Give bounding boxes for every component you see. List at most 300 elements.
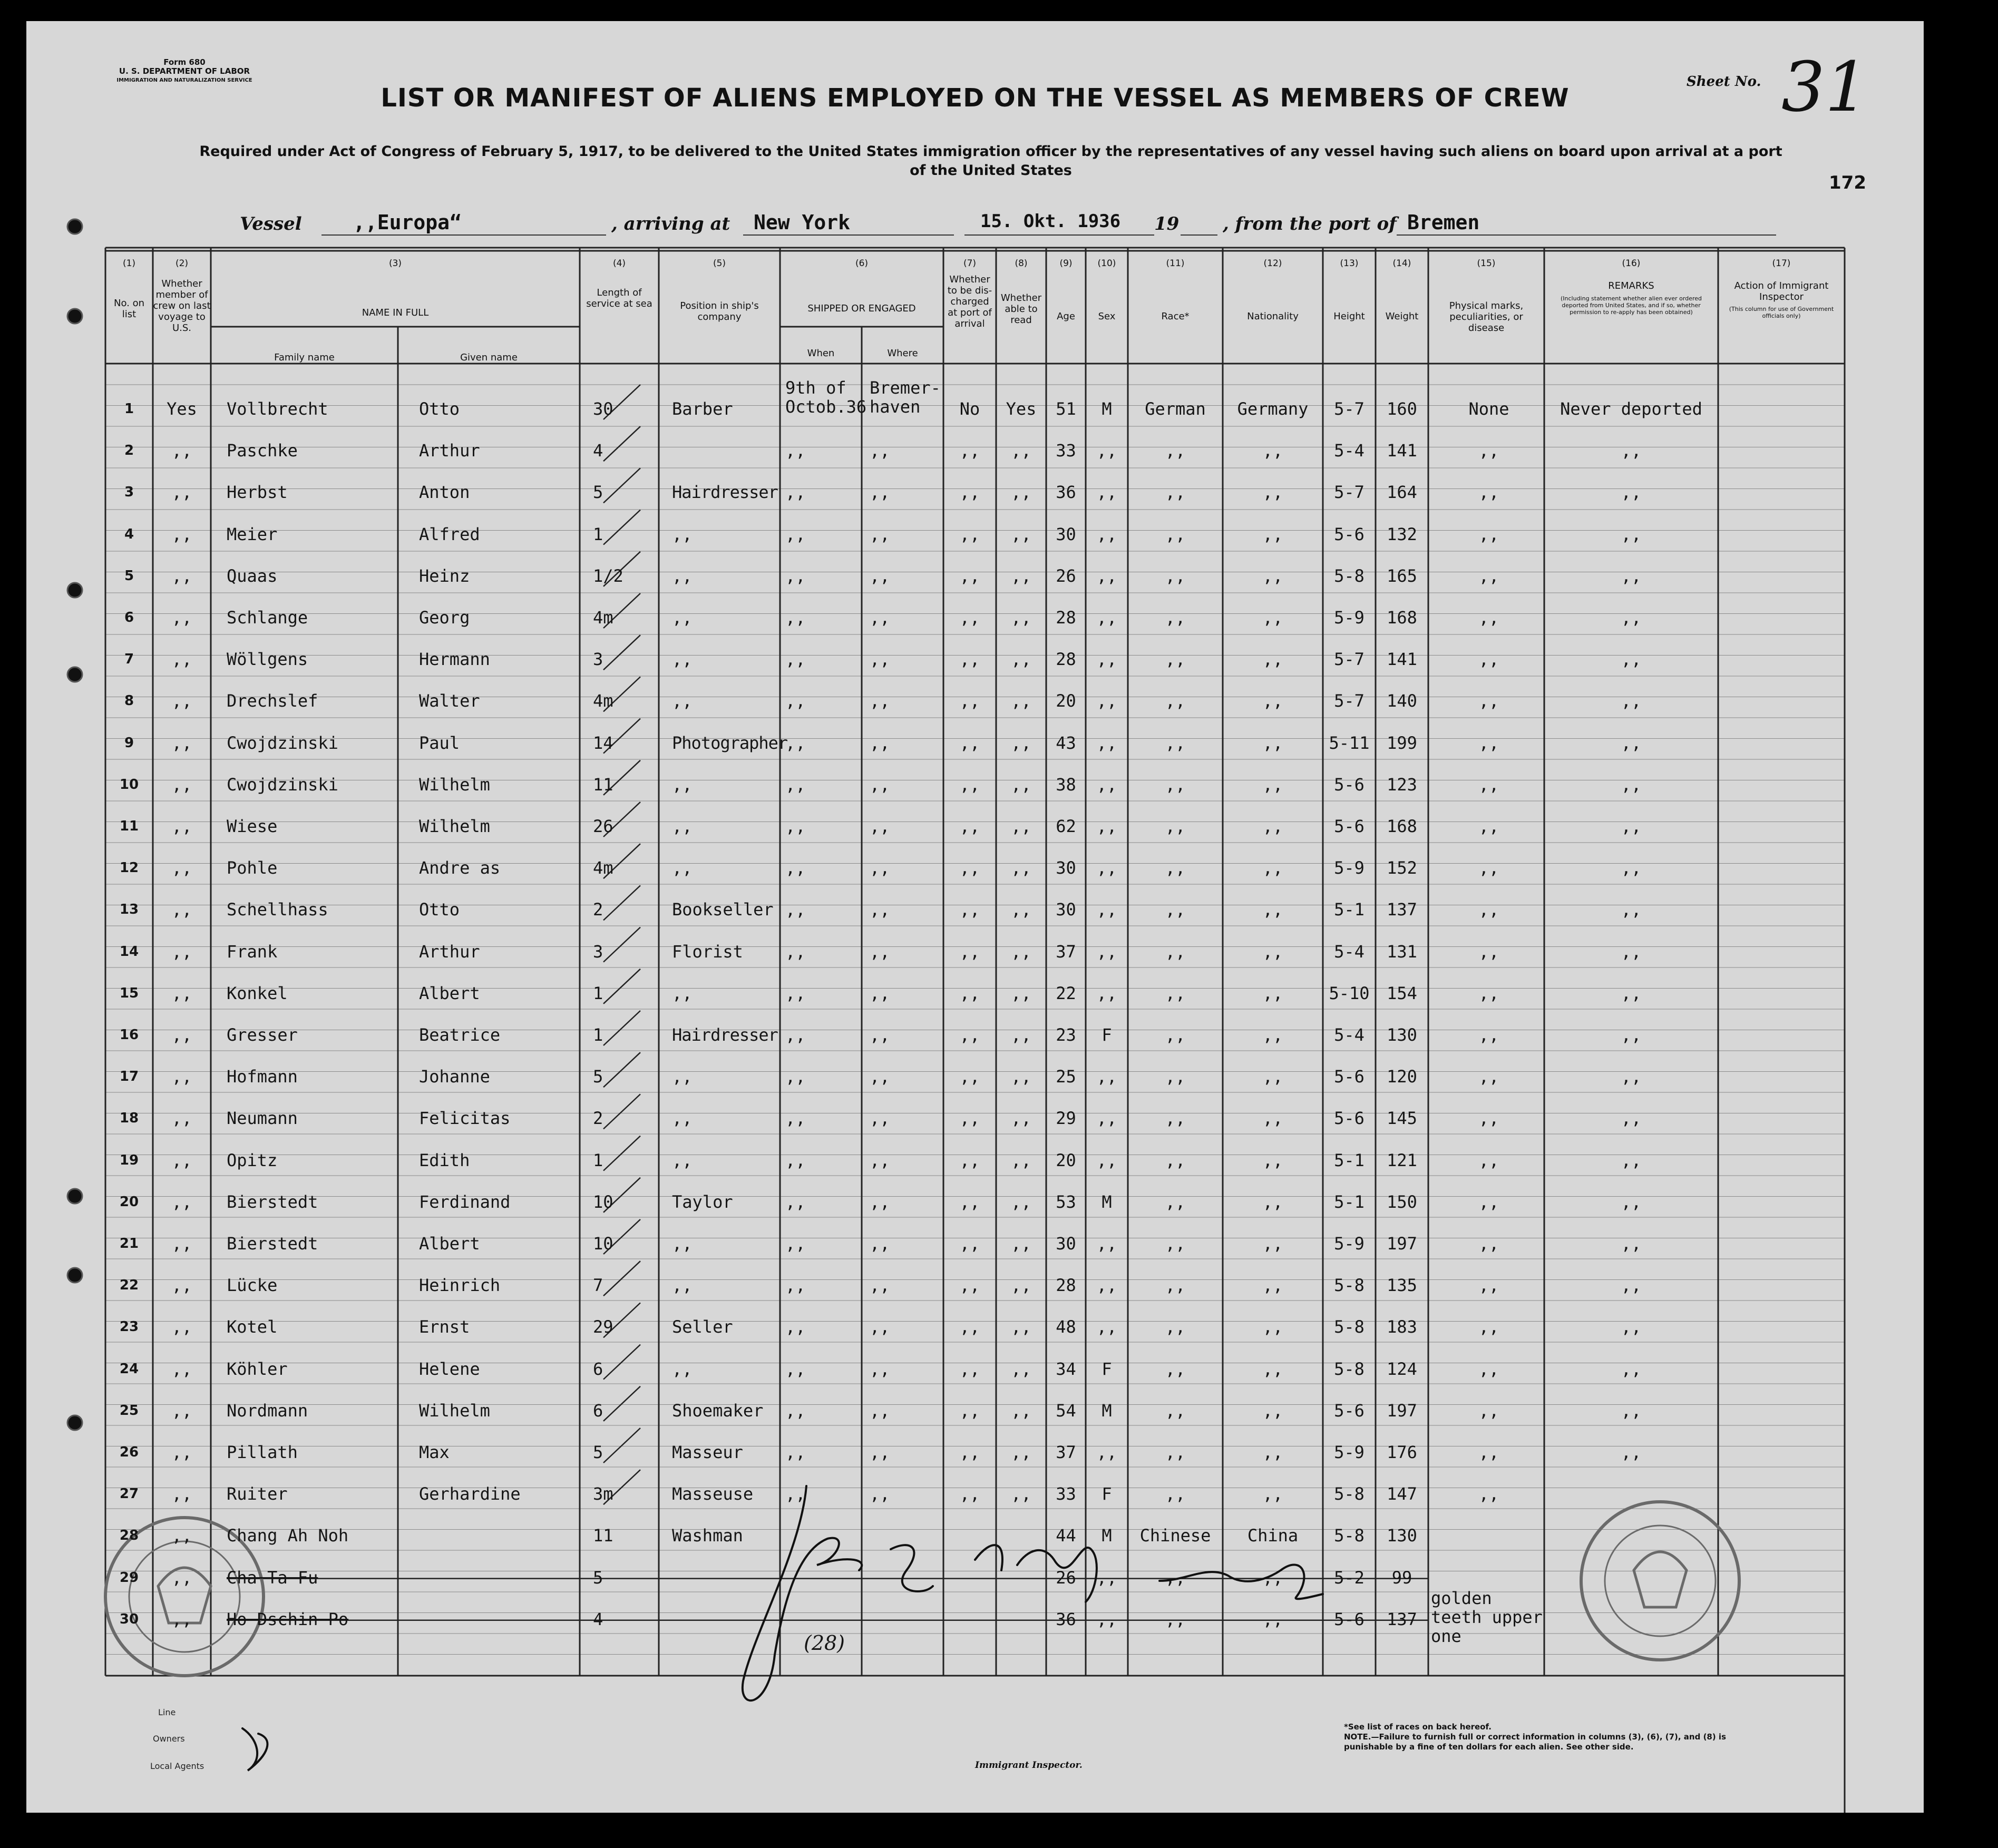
punch-hole [67,1415,82,1430]
cell-nationality: ,, [1262,482,1283,503]
cell-discharged: ,, [959,1442,980,1462]
cell-race: ,, [1165,899,1186,920]
cell-nationality: ,, [1262,816,1283,836]
cell-position: Masseur [672,1442,743,1462]
cell-read: ,, [1011,983,1031,1003]
cell-given: Alfred [419,524,480,544]
cell-nationality: ,, [1262,524,1283,544]
cell-discharged: ,, [959,524,980,544]
cell-where: ,, [870,858,890,878]
cell-race: ,, [1165,732,1186,753]
cell-when: ,, [785,1067,806,1087]
cell-position: ,, [672,816,693,836]
cell-read: ,, [1011,482,1031,503]
cell-when: ,, [785,983,806,1003]
cell-weight: 165 [1387,565,1417,586]
cell-position: Photographer [672,732,788,753]
cell-family: Cwojdzinski [227,732,338,753]
cell-sex: M [1102,1191,1112,1212]
cell-race: ,, [1165,816,1186,836]
col16-subheader: (Including statement whether alien ever ordered deported from United States, and if so, whether permission to re-apply has been obtained) [1560,295,1702,316]
cell-no: 24 [119,1361,139,1377]
cell-position: Seller [672,1317,733,1337]
cell-where: ,, [870,1484,890,1504]
cell-read: ,, [1011,524,1031,544]
cell-service: 1/2 [593,565,623,586]
cell-member: ,, [171,899,192,920]
cell-age: 20 [1056,1150,1076,1170]
cell-remarks: ,, [1621,524,1642,544]
cell-discharged: ,, [959,941,980,962]
cell-weight: 99 [1391,1567,1412,1588]
cell-sex: ,, [1096,1234,1117,1254]
cell-weight: 199 [1387,732,1417,753]
cell-given: Arthur [419,441,480,461]
cell-nationality: ,, [1262,983,1283,1003]
cell-no: 26 [119,1444,139,1460]
cell-position: Masseuse [672,1484,754,1504]
cell-given: Paul [419,732,460,753]
col6-header: SHIPPED OR ENGAGED [807,303,916,314]
cell-height: 5-7 [1334,399,1365,419]
col9-header: Age [1057,311,1075,322]
cell-position: Bookseller [672,899,774,920]
cell-weight: 160 [1387,399,1417,419]
cell-race: ,, [1165,524,1186,544]
cell-family: Konkel [227,983,288,1003]
cell-no: 10 [119,776,139,793]
cell-no: 18 [119,1110,139,1127]
cell-service: 5 [593,482,603,503]
cell-when: ,, [785,816,806,836]
cell-weight: 147 [1387,1484,1417,1504]
cell-family: Schlange [227,608,308,628]
cell-age: 37 [1056,941,1076,962]
cell-weight: 130 [1387,1526,1417,1546]
cell-given: Johanne [419,1067,490,1087]
cell-given: Albert [419,983,480,1003]
cell-no: 29 [119,1569,139,1586]
immigrant-inspector-label: Immigrant Inspector. [975,1760,1083,1771]
punch-hole [67,219,82,234]
cell-height: 5-8 [1334,1317,1365,1337]
cell-race: ,, [1165,1025,1186,1045]
cell-age: 43 [1056,732,1076,753]
cell-when: 9th of Octob.36 [785,378,867,417]
cell-race: ,, [1165,1400,1186,1421]
cell-read: ,, [1011,816,1031,836]
cell-no: 16 [119,1027,139,1043]
cell-nationality: ,, [1262,1484,1283,1504]
cell-member: ,, [171,482,192,503]
cell-given: Georg [419,608,470,628]
cell-age: 33 [1056,1484,1076,1504]
cell-height: 5-9 [1334,858,1365,878]
cell-nationality: ,, [1262,608,1283,628]
cell-race: ,, [1165,565,1186,586]
cell-age: 30 [1056,524,1076,544]
cell-read: ,, [1011,1234,1031,1254]
cell-weight: 130 [1387,1025,1417,1045]
cell-where: ,, [870,774,890,795]
cell-marks: ,, [1478,1108,1499,1129]
cell-position: Barber [672,399,733,419]
cell-height: 5-6 [1334,1067,1365,1087]
cell-service: 2 [593,899,603,920]
cell-service: 26 [593,816,613,836]
cell-nationality: ,, [1262,1358,1283,1379]
cell-marks: ,, [1478,1317,1499,1337]
cell-weight: 176 [1387,1442,1417,1462]
cell-marks: ,, [1478,941,1499,962]
cell-sex: ,, [1096,1150,1117,1170]
cell-no: 12 [119,860,139,876]
cell-age: 62 [1056,816,1076,836]
cell-family: Pohle [227,858,278,878]
cell-sex: ,, [1096,1567,1117,1588]
cell-member: ,, [171,1484,192,1504]
cell-read: ,, [1011,649,1031,670]
cell-position: Taylor [672,1191,733,1212]
cell-height: 5-4 [1334,441,1365,461]
cell-family: Neumann [227,1108,298,1129]
cell-discharged: ,, [959,1150,980,1170]
footnotes [1344,1722,1734,1752]
vessel-label: Vessel [240,213,302,234]
cell-race: German [1145,399,1206,419]
cell-given: Felicitas [419,1108,511,1129]
sheet-number: 31 [1781,47,1869,127]
cell-read: ,, [1011,1484,1031,1504]
cell-where: ,, [870,1108,890,1129]
cell-when: ,, [785,1442,806,1462]
cell-discharged: ,, [959,774,980,795]
cell-nationality: ,, [1262,1108,1283,1129]
cell-where: ,, [870,691,890,711]
cell-sex: ,, [1096,858,1117,878]
cell-read: ,, [1011,1025,1031,1045]
manifest-sheet [26,21,1924,1813]
cell-position: Florist [672,941,743,962]
year-label: 19 [1154,213,1180,234]
cell-read: Yes [1006,399,1037,419]
cell-race: ,, [1165,1567,1186,1588]
cell-service: 2 [593,1108,603,1129]
cell-when: ,, [785,691,806,711]
cell-discharged: ,, [959,649,980,670]
cell-sex: ,, [1096,1275,1117,1296]
cell-position: ,, [672,1275,693,1296]
service-name: IMMIGRATION AND NATURALIZATION SERVICE [116,77,252,83]
cell-when: ,, [785,1317,806,1337]
cell-given: Ferdinand [419,1191,511,1212]
cell-age: 38 [1056,774,1076,795]
cell-no: 2 [124,443,134,459]
cell-sex: ,, [1096,524,1117,544]
cell-sex: ,, [1096,1108,1117,1129]
cell-nationality: ,, [1262,899,1283,920]
cell-age: 28 [1056,649,1076,670]
cell-discharged: ,, [959,1108,980,1129]
cell-given: Edith [419,1150,470,1170]
cell-member: ,, [171,691,192,711]
cell-marks: ,, [1478,732,1499,753]
cell-sex: F [1102,1358,1112,1379]
cell-read: ,, [1011,941,1031,962]
cell-family: Ho Dschin Po [227,1609,349,1629]
cell-family: Bierstedt [227,1191,318,1212]
cell-family: Chang Ah Noh [227,1526,349,1546]
cell-given: Anton [419,482,470,503]
col14-number: (14) [1392,258,1411,269]
cell-no: 11 [119,818,139,834]
cell-family: Wiese [227,816,278,836]
family-name-header: Family name [274,352,335,363]
cell-where: ,, [870,441,890,461]
cell-race: ,, [1165,1442,1186,1462]
cell-service: 3 [593,649,603,670]
cell-age: 30 [1056,899,1076,920]
cell-nationality: ,, [1262,649,1283,670]
sheet-label: Sheet No. [1687,74,1761,90]
races-footnote: *See list of races on back hereof. [1344,1722,1492,1732]
line-label: Line [158,1707,176,1717]
cell-given: Heinz [419,565,470,586]
cell-no: 25 [119,1402,139,1419]
cell-family: Frank [227,941,278,962]
cell-position: ,, [672,1067,693,1087]
cell-when: ,, [785,1150,806,1170]
cell-weight: 131 [1387,941,1417,962]
cell-height: 5-1 [1334,1191,1365,1212]
cell-family: Herbst [227,482,288,503]
cell-age: 28 [1056,1275,1076,1296]
cell-family: Cha Ta Fu [227,1567,318,1588]
cell-age: 28 [1056,608,1076,628]
cell-nationality: China [1247,1526,1299,1546]
cell-service: 3m [593,1484,613,1504]
cell-weight: 140 [1387,691,1417,711]
cell-given: Helene [419,1358,480,1379]
cell-discharged: ,, [959,899,980,920]
cell-member: ,, [171,732,192,753]
cell-height: 5-8 [1334,1275,1365,1296]
cell-given: Arthur [419,941,480,962]
cell-when: ,, [785,1275,806,1296]
cell-discharged: No [959,399,980,419]
cell-member: ,, [171,608,192,628]
cell-remarks: ,, [1621,1317,1642,1337]
cell-family: Ruiter [227,1484,288,1504]
cell-remarks: ,, [1621,1191,1642,1212]
owners-label: Owners [153,1734,185,1744]
cell-weight: 123 [1387,774,1417,795]
punch-hole [67,309,82,324]
col2-header: Whether member of crew on last voyage to U.S. [153,278,211,334]
cell-height: 5-6 [1334,1108,1365,1129]
cell-marks: ,, [1478,1234,1499,1254]
cell-where: ,, [870,1275,890,1296]
cell-marks: ,, [1478,1484,1499,1504]
col11-number: (11) [1166,258,1185,269]
col17-header: Action of Immigrant Inspector [1734,280,1829,302]
cell-race: ,, [1165,1484,1186,1504]
signature-stroke [743,1486,862,1700]
cell-where: ,, [870,524,890,544]
cell-when: ,, [785,441,806,461]
local-agents-label: Local Agents [150,1761,204,1771]
col1-number: (1) [122,258,136,269]
initials-mark [242,1728,267,1771]
cell-nationality: ,, [1262,1317,1283,1337]
cell-given: Walter [419,691,480,711]
cell-where: ,, [870,816,890,836]
cell-marks: ,, [1478,1275,1499,1296]
cell-family: Köhler [227,1358,288,1379]
cell-nationality: ,, [1262,1191,1283,1212]
cell-remarks: ,, [1621,691,1642,711]
cell-nationality: ,, [1262,691,1283,711]
from-port-label: , from the port of [1223,213,1397,234]
cell-where: ,, [870,1358,890,1379]
cell-read: ,, [1011,608,1031,628]
cell-race: ,, [1165,482,1186,503]
cell-age: 36 [1056,1609,1076,1629]
cell-sex: ,, [1096,983,1117,1003]
cell-position: ,, [672,1234,693,1254]
cell-marks: ,, [1478,1358,1499,1379]
cell-service: 4 [593,1609,603,1629]
page-subtitle: Required under Act of Congress of February 5, 1917, to be delivered to the United States immigration officer by the representatives of any vessel having such aliens on board upon arrival at a port of the United States [199,143,1782,179]
cell-nationality: ,, [1262,1400,1283,1421]
cell-discharged: ,, [959,441,980,461]
cell-when: ,, [785,482,806,503]
col2-number: (2) [175,258,189,269]
cell-weight: 150 [1387,1191,1417,1212]
cell-weight: 183 [1387,1317,1417,1337]
col5-header: Position in ship's company [680,300,759,322]
cell-remarks: ,, [1621,482,1642,503]
cell-weight: 164 [1387,482,1417,503]
cell-discharged: ,, [959,1275,980,1296]
cell-marks: ,, [1478,774,1499,795]
cell-marks: ,, [1478,983,1499,1003]
cell-read: ,, [1011,899,1031,920]
cell-read: ,, [1011,1317,1031,1337]
cell-member: ,, [171,565,192,586]
cell-nationality: Germany [1237,399,1309,419]
cell-when: ,, [785,858,806,878]
cell-member: ,, [171,1234,192,1254]
cell-sex: ,, [1096,1609,1117,1629]
cell-sex: ,, [1096,649,1117,670]
cell-age: 48 [1056,1317,1076,1337]
cell-family: Vollbrecht [227,399,328,419]
cell-race: ,, [1165,691,1186,711]
cell-remarks: ,, [1621,1067,1642,1087]
cell-sex: ,, [1096,732,1117,753]
cell-age: 51 [1056,399,1076,419]
eagle-emblem-icon [1634,1552,1687,1607]
cell-given: Andre as [419,858,501,878]
cell-read: ,, [1011,858,1031,878]
cell-discharged: ,, [959,983,980,1003]
cell-read: ,, [1011,691,1031,711]
cell-age: 33 [1056,441,1076,461]
cell-sex: ,, [1096,441,1117,461]
cell-race: ,, [1165,858,1186,878]
cell-discharged: ,, [959,1234,980,1254]
cell-height: 5-8 [1334,1484,1365,1504]
cell-remarks: ,, [1621,1275,1642,1296]
cell-service: 1 [593,983,603,1003]
cell-when: ,, [785,1484,806,1504]
cell-service: 30 [593,399,613,419]
cell-height: 5-2 [1334,1567,1365,1588]
cell-remarks: ,, [1621,1442,1642,1462]
cell-no: 14 [119,943,139,960]
cell-when: ,, [785,941,806,962]
cell-race: ,, [1165,774,1186,795]
cell-service: 10 [593,1234,613,1254]
cell-age: 29 [1056,1108,1076,1129]
cell-age: 37 [1056,1442,1076,1462]
cell-marks: ,, [1478,482,1499,503]
cell-member: ,, [171,983,192,1003]
cell-sex: ,, [1096,1442,1117,1462]
cell-where: ,, [870,482,890,503]
cell-where: ,, [870,1067,890,1087]
cell-sex: M [1102,1400,1112,1421]
cell-race: ,, [1165,941,1186,962]
cell-height: 5-6 [1334,816,1365,836]
col10-number: (10) [1097,258,1116,269]
cell-discharged: ,, [959,482,980,503]
cell-race: ,, [1165,1358,1186,1379]
cell-position: ,, [672,1358,693,1379]
cell-sex: M [1102,1526,1112,1546]
cell-member: Yes [167,399,197,419]
cell-where: ,, [870,608,890,628]
cell-race: ,, [1165,983,1186,1003]
cell-marks: ,, [1478,1400,1499,1421]
cell-discharged: ,, [959,1317,980,1337]
cell-age: 44 [1056,1526,1076,1546]
punch-hole [67,1268,82,1283]
cell-no: 17 [119,1069,139,1085]
cell-member: ,, [171,1442,192,1462]
cell-remarks: ,, [1621,858,1642,878]
cell-no: 8 [124,693,134,709]
cell-race: ,, [1165,1191,1186,1212]
cell-member: ,, [171,1358,192,1379]
cell-remarks: ,, [1621,732,1642,753]
cell-given: Max [419,1442,450,1462]
cell-service: 4m [593,608,613,628]
cell-weight: 124 [1387,1358,1417,1379]
cell-member: ,, [171,1275,192,1296]
cell-weight: 152 [1387,858,1417,878]
cell-height: 5-9 [1334,1442,1365,1462]
cell-service: 7 [593,1275,603,1296]
cell-discharged: ,, [959,816,980,836]
cell-when: ,, [785,1108,806,1129]
cell-when: ,, [785,1191,806,1212]
cell-position: ,, [672,565,693,586]
cell-nationality: ,, [1262,774,1283,795]
cell-where: ,, [870,1317,890,1337]
col14-header: Weight [1385,311,1419,322]
